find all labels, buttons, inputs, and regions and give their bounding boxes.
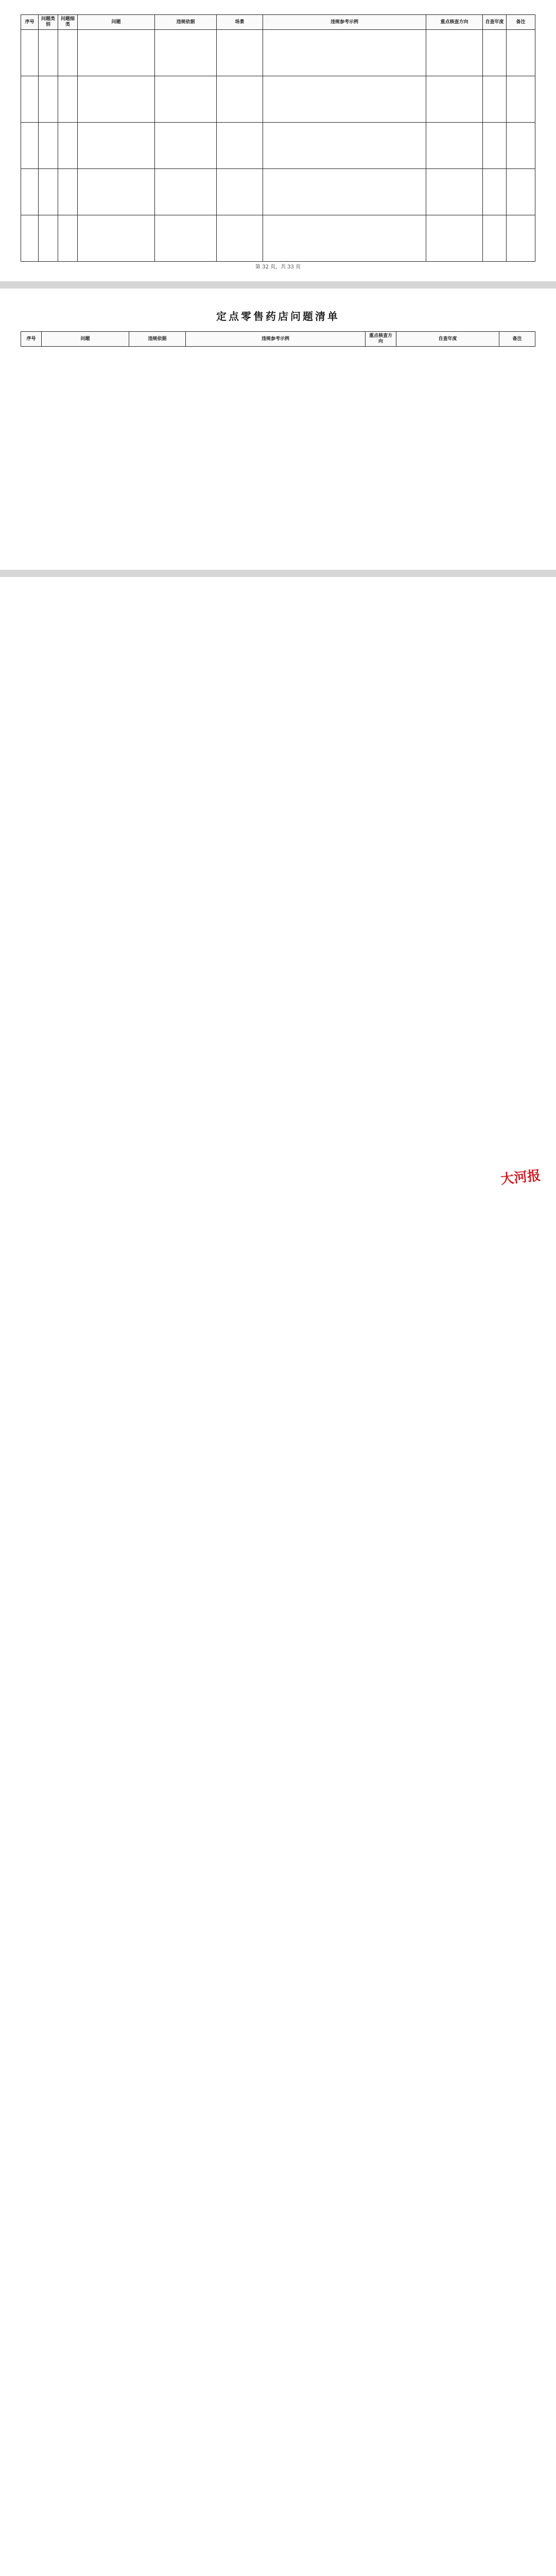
header-cell: 违规参考示例 xyxy=(263,15,426,30)
table-cell-ref xyxy=(426,215,483,262)
table-cell-no xyxy=(21,123,39,169)
table-cell-detail xyxy=(263,30,426,76)
table-cell-issue xyxy=(78,215,155,262)
table-cell-detail xyxy=(263,123,426,169)
table-cell-cat xyxy=(39,169,58,215)
header-cell: 问题类别 xyxy=(39,15,58,30)
header-cell: 序号 xyxy=(21,332,42,347)
header-cell: 备注 xyxy=(507,15,535,30)
header-cell: 问题 xyxy=(78,15,155,30)
header-cell: 重点核查方向 xyxy=(366,332,396,347)
table-cell-ref xyxy=(426,76,483,123)
table-cell-year xyxy=(483,123,507,169)
table-cell-issue xyxy=(78,76,155,123)
document-page-1 xyxy=(0,0,556,289)
table-cell-scene xyxy=(217,169,263,215)
header-cell: 问题细类 xyxy=(58,15,78,30)
document-page-2 xyxy=(0,289,556,577)
header-cell: 违规依据 xyxy=(129,332,186,347)
table-cell-cat xyxy=(39,215,58,262)
table-cell-scene xyxy=(217,30,263,76)
table-cell-cat xyxy=(39,123,58,169)
table-cell-issue xyxy=(78,123,155,169)
table-cell-sub xyxy=(58,169,78,215)
table-row xyxy=(21,30,535,76)
header-cell: 问题 xyxy=(42,332,129,347)
table-header-row xyxy=(21,332,535,347)
header-cell: 序号 xyxy=(21,15,39,30)
document-page-remaining xyxy=(0,577,556,1195)
table-cell-ref xyxy=(426,123,483,169)
table-cell-year xyxy=(483,215,507,262)
table-cell-no xyxy=(21,30,39,76)
table-cell-detail xyxy=(263,169,426,215)
table-cell-cat xyxy=(39,30,58,76)
table-cell-ref xyxy=(426,30,483,76)
header-cell: 备注 xyxy=(499,332,535,347)
table-cell-sub xyxy=(58,76,78,123)
problem-table-hospital xyxy=(21,14,535,262)
table-cell-scene xyxy=(217,76,263,123)
header-cell: 自查年度 xyxy=(396,332,499,347)
table-cell-detail xyxy=(263,76,426,123)
header-cell: 违规依据 xyxy=(155,15,217,30)
problem-table-pharmacy xyxy=(21,331,535,347)
table-cell-sub xyxy=(58,215,78,262)
table-cell-sub xyxy=(58,30,78,76)
table-cell-scene xyxy=(217,215,263,262)
table-cell-basis xyxy=(155,123,217,169)
table-cell-note xyxy=(507,169,535,215)
table-cell-issue xyxy=(78,169,155,215)
table-cell-sub xyxy=(58,123,78,169)
table-cell-year xyxy=(483,76,507,123)
table-row xyxy=(21,123,535,169)
table-cell-scene xyxy=(217,123,263,169)
table-cell-basis xyxy=(155,169,217,215)
table-cell-issue xyxy=(78,30,155,76)
table-cell-basis xyxy=(155,30,217,76)
table-cell-note xyxy=(507,76,535,123)
table-cell-cat xyxy=(39,76,58,123)
table-cell-basis xyxy=(155,76,217,123)
table-cell-note xyxy=(507,215,535,262)
table-row xyxy=(21,169,535,215)
table-cell-note xyxy=(507,123,535,169)
page-number: 第 32 页，共 33 页 xyxy=(255,264,301,270)
header-cell: 重点核查方向 xyxy=(426,15,483,30)
table-cell-no xyxy=(21,169,39,215)
table-cell-year xyxy=(483,169,507,215)
document-title: 定点零售药店问题清单 xyxy=(216,310,340,323)
header-cell: 违规参考示例 xyxy=(186,332,366,347)
table-cell-no xyxy=(21,215,39,262)
table-cell-detail xyxy=(263,215,426,262)
table-cell-note xyxy=(507,30,535,76)
table-header-row xyxy=(21,15,535,30)
table-cell-year xyxy=(483,30,507,76)
header-cell: 自查年度 xyxy=(483,15,507,30)
header-cell: 场景 xyxy=(217,15,263,30)
table-cell-ref xyxy=(426,169,483,215)
table-row xyxy=(21,215,535,262)
table-cell-basis xyxy=(155,215,217,262)
newspaper-watermark: 大河报 xyxy=(499,1167,542,1188)
table-row xyxy=(21,76,535,123)
table-cell-no xyxy=(21,76,39,123)
